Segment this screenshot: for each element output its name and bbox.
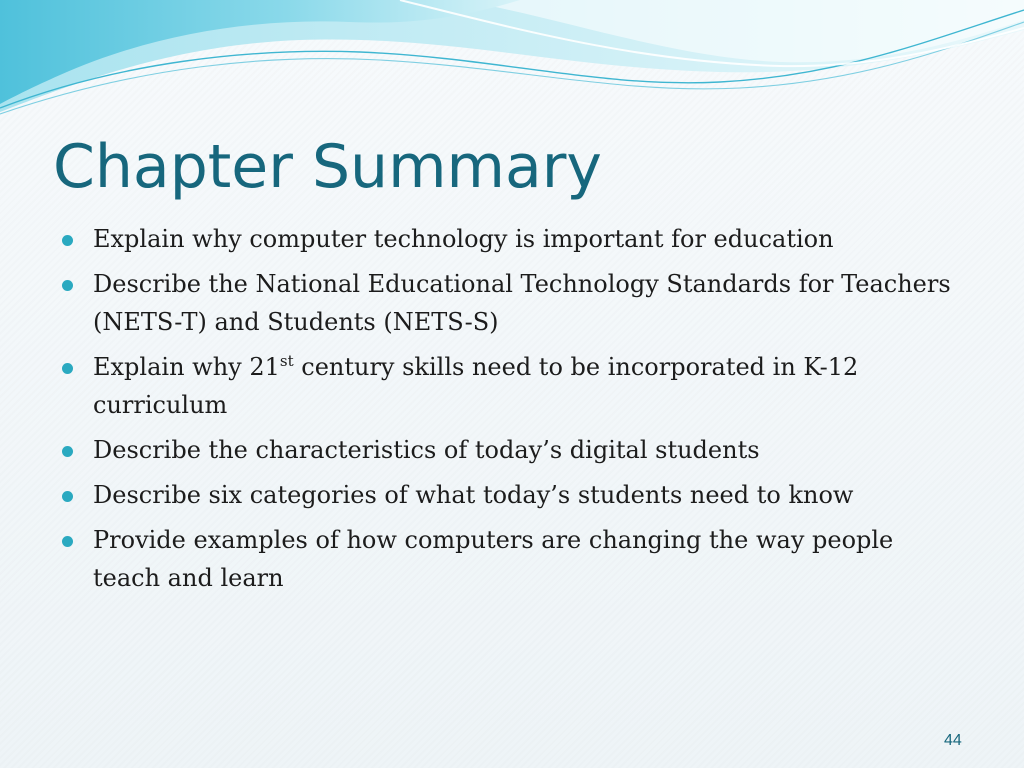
bullet-text-post: century skills need to be incorporated in K-12 curriculum	[93, 353, 859, 419]
bullet-text: Provide examples of how computers are changing the way people teach and learn	[93, 526, 894, 592]
bullet-text: Describe the National Educational Technology Standards for Teachers (NETS-T) and Students (NETS-S)	[93, 270, 951, 336]
bullet-dot-icon	[62, 235, 73, 246]
bullet-text: Describe six categories of what today’s students need to know	[93, 481, 854, 509]
bullet-list	[62, 220, 962, 604]
bullet-text: Describe the characteristics of today’s digital students	[93, 436, 760, 464]
bullet-item	[62, 476, 962, 514]
bullet-dot-icon	[62, 536, 73, 547]
bullet-dot-icon	[62, 280, 73, 291]
bullet-text: Explain why computer technology is important for education	[93, 225, 834, 253]
slide-title: Chapter Summary	[53, 132, 602, 202]
wave-main	[0, 0, 520, 104]
bullet-text-superscript: st	[279, 352, 294, 370]
bullet-text-pre: Explain why 21	[93, 353, 280, 381]
bullet-item	[62, 265, 962, 341]
bullet-item	[62, 220, 962, 258]
bullet-item	[62, 348, 962, 424]
bullet-dot-icon	[62, 491, 73, 502]
bullet-dot-icon	[62, 446, 73, 457]
bullet-item	[62, 431, 962, 469]
bullet-dot-icon	[62, 363, 73, 374]
bullet-item	[62, 521, 962, 597]
decorative-wave-banner	[0, 0, 1024, 130]
page-number: 44	[944, 732, 962, 749]
